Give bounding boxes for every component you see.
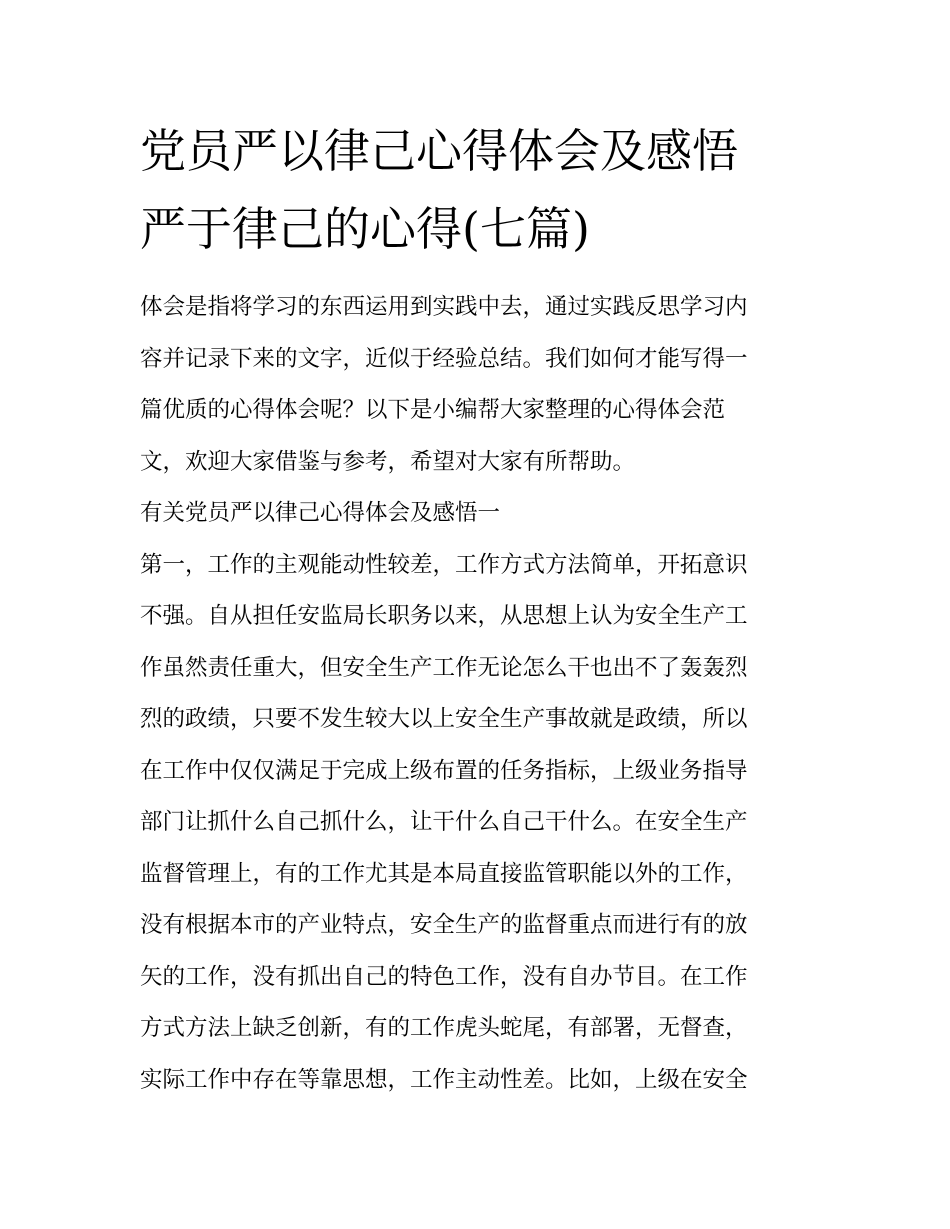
body-line-2: 不强。自从担任安监局长职务以来，从思想上认为安全生产工: [140, 603, 748, 629]
body-line-10: 方式方法上缺乏创新，有的工作虎头蛇尾，有部署，无督查，: [140, 1015, 748, 1041]
intro-line-2: 容并记录下来的文字，近似于经验总结。我们如何才能写得一: [140, 345, 748, 372]
document-body: [140, 282, 820, 1106]
intro-line-1: 体会是指将学习的东西运用到实践中去，通过实践反思学习内: [140, 294, 748, 320]
title-line-2: 严于律己的心得(七篇): [140, 202, 590, 256]
document-title: [140, 112, 820, 268]
intro-line-3: 篇优质的心得体会呢？以下是小编帮大家整理的心得体会范: [140, 397, 726, 423]
body-line-9: 矢的工作，没有抓出自己的特色工作，没有自办节目。在工作: [140, 963, 748, 990]
body-line-7: 监督管理上，有的工作尤其是本局直接监管职能以外的工作，: [140, 860, 748, 887]
body-line-11: 实际工作中存在等靠思想，工作主动性差。比如，上级在安全: [140, 1066, 748, 1093]
body-line-4: 烈的政绩，只要不发生较大以上安全生产事故就是政绩，所以: [140, 706, 748, 732]
body-line-6: 部门让抓什么自己抓什么，让干什么自己干什么。在安全生产: [140, 809, 748, 835]
intro-line-4: 文，欢迎大家借鉴与参考，希望对大家有所帮助。: [140, 448, 636, 475]
body-line-1: 第一，工作的主观能动性较差，工作方式方法简单，开拓意识: [140, 551, 748, 578]
body-line-8: 没有根据本市的产业特点，安全生产的监督重点而进行有的放: [140, 912, 748, 938]
title-line-1: 党员严以律己心得体会及感悟: [140, 124, 738, 178]
body-line-5: 在工作中仅仅满足于完成上级布置的任务指标，上级业务指导: [140, 757, 748, 784]
body-line-3: 作虽然责任重大，但安全生产工作无论怎么干也出不了轰轰烈: [140, 654, 748, 681]
section-heading: 有关党员严以律己心得体会及感悟一: [140, 500, 501, 526]
